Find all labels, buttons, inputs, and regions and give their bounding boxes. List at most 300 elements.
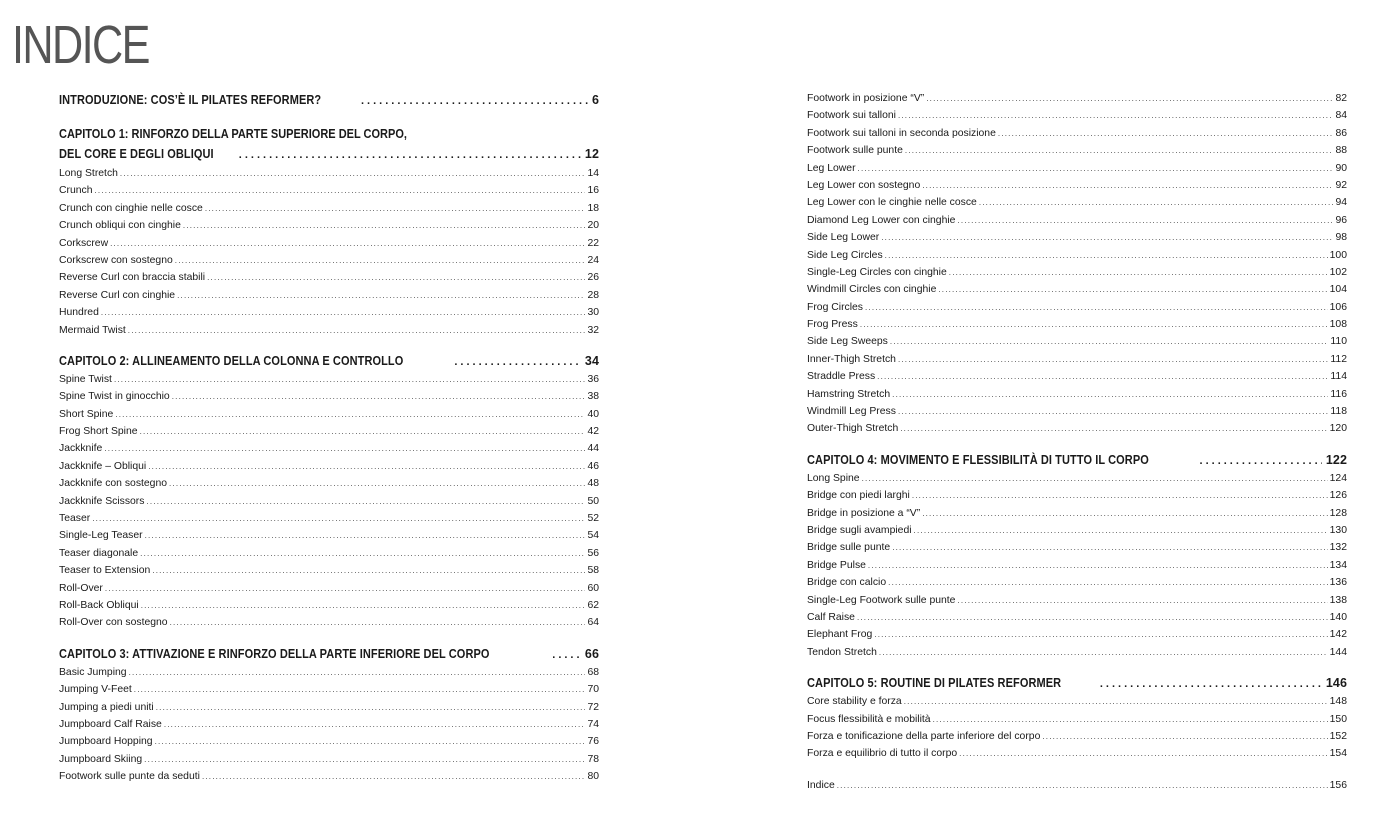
toc-entry[interactable] bbox=[807, 403, 1347, 420]
toc-entry[interactable] bbox=[59, 440, 599, 457]
dot-leader bbox=[904, 693, 1328, 710]
page-number: 94 bbox=[1335, 197, 1347, 209]
dot-leader bbox=[998, 125, 1334, 142]
dot-leader bbox=[837, 777, 1328, 794]
chapter-title: CAPITOLO 2: ALLINEAMENTO DELLA COLONNA E CONTROLLO bbox=[59, 353, 404, 368]
page-number: 90 bbox=[1335, 162, 1347, 174]
entry-title: Jackknife – Obliqui bbox=[59, 460, 147, 472]
entry-title: Roll-Back Obliqui bbox=[59, 599, 139, 611]
toc-entry[interactable] bbox=[807, 557, 1347, 574]
toc-entry[interactable] bbox=[59, 322, 599, 339]
entry-title: Windmill Circles con cinghie bbox=[807, 284, 937, 296]
chapter-title-line2: DEL CORE E DEGLI OBLIQUI bbox=[59, 147, 214, 161]
dot-leader bbox=[888, 574, 1328, 591]
toc-entry[interactable] bbox=[59, 562, 599, 579]
dot-leader bbox=[361, 91, 588, 110]
page-number: 54 bbox=[587, 530, 599, 542]
toc-entry[interactable] bbox=[807, 125, 1347, 142]
dot-leader bbox=[1042, 728, 1327, 745]
dot-leader bbox=[146, 493, 585, 510]
chapter-2-list bbox=[59, 371, 599, 632]
dot-leader bbox=[110, 235, 585, 252]
page-number: 80 bbox=[587, 771, 599, 783]
entry-title: Core stability e forza bbox=[807, 696, 902, 708]
page-number: 36 bbox=[587, 373, 599, 385]
dot-leader bbox=[552, 645, 581, 664]
page-number: 118 bbox=[1330, 406, 1347, 418]
page-number: 116 bbox=[1330, 388, 1347, 400]
page-number: 112 bbox=[1330, 353, 1347, 365]
toc-entry[interactable] bbox=[807, 316, 1347, 333]
entry-title: Footwork sulle punte da seduti bbox=[59, 771, 200, 783]
chapter-4-heading[interactable] bbox=[807, 450, 1347, 470]
toc-entry[interactable] bbox=[807, 505, 1347, 522]
entry-title: Roll-Over con sostegno bbox=[59, 617, 168, 629]
toc-entry[interactable] bbox=[59, 388, 599, 405]
page-number: 86 bbox=[1335, 127, 1347, 139]
toc-entry[interactable] bbox=[807, 420, 1347, 437]
page-number: 110 bbox=[1330, 336, 1347, 348]
page-number: 114 bbox=[1330, 371, 1347, 383]
entry-title: Forza e equilibrio di tutto il corpo bbox=[807, 748, 958, 760]
dot-leader bbox=[140, 423, 586, 440]
toc-entry[interactable] bbox=[807, 194, 1347, 211]
toc-entry[interactable] bbox=[59, 493, 599, 510]
dot-leader bbox=[892, 539, 1327, 556]
page-number: 122 bbox=[1325, 452, 1347, 467]
toc-entry[interactable] bbox=[807, 728, 1347, 745]
page-number: 70 bbox=[587, 684, 599, 696]
page-number: 40 bbox=[587, 408, 599, 420]
page-number: 84 bbox=[1335, 110, 1347, 122]
entry-title: Jumpboard Skiing bbox=[59, 753, 143, 765]
toc-entry[interactable] bbox=[59, 371, 599, 388]
page-number: 140 bbox=[1329, 611, 1347, 623]
page-number: 76 bbox=[587, 736, 599, 748]
entry-title: Straddle Press bbox=[807, 371, 876, 383]
dot-leader bbox=[1200, 451, 1322, 470]
dot-leader bbox=[938, 281, 1327, 298]
chapter-1-heading[interactable] bbox=[59, 124, 599, 164]
entry-title: Jumpboard Calf Raise bbox=[59, 718, 162, 730]
entry-title: Footwork in posizione “V” bbox=[807, 93, 925, 104]
dot-leader bbox=[164, 716, 586, 733]
dot-leader bbox=[177, 287, 585, 304]
chapter-intro[interactable] bbox=[59, 90, 599, 110]
chapter-title: CAPITOLO 3: ATTIVAZIONE E RINFORZO DELLA PARTE INFERIORE DEL CORPO bbox=[59, 646, 490, 661]
page-number: 24 bbox=[587, 254, 599, 266]
chapter-title: CAPITOLO 5: ROUTINE DI PILATES REFORMER bbox=[807, 676, 1062, 691]
dot-leader bbox=[141, 597, 586, 614]
page-number: 104 bbox=[1329, 284, 1347, 296]
dot-leader bbox=[865, 299, 1328, 316]
entry-title: Footwork sui talloni in seconda posizione bbox=[807, 127, 996, 139]
entry-title: Long Spine bbox=[807, 472, 860, 484]
chapter-1-list bbox=[59, 165, 599, 339]
toc-entry[interactable] bbox=[59, 510, 599, 527]
entry-title: Teaser to Extension bbox=[59, 565, 151, 577]
dot-leader bbox=[148, 458, 585, 475]
chapter-title: CAPITOLO 4: MOVIMENTO E FLESSIBILITÀ DI TUTTO IL CORPO bbox=[807, 452, 1149, 467]
page-number: 64 bbox=[587, 617, 599, 629]
entry-title: Crunch con cinghie nelle cosce bbox=[59, 202, 203, 214]
entry-title: Frog Press bbox=[807, 319, 858, 331]
entry-title: Leg Lower con sostegno bbox=[807, 179, 921, 191]
entry-title: Leg Lower bbox=[807, 162, 856, 174]
dot-leader bbox=[957, 212, 1333, 229]
toc-entry[interactable] bbox=[807, 90, 1347, 107]
toc-entry[interactable] bbox=[59, 458, 599, 475]
toc-entry[interactable] bbox=[59, 545, 599, 562]
page-number: 150 bbox=[1329, 713, 1347, 725]
entry-title: Bridge con calcio bbox=[807, 577, 887, 589]
dot-leader bbox=[183, 217, 586, 234]
dot-leader bbox=[202, 768, 586, 785]
toc-entry[interactable] bbox=[807, 539, 1347, 556]
page-number: 82 bbox=[1335, 93, 1347, 104]
page-number: 146 bbox=[1325, 676, 1347, 691]
page-number: 92 bbox=[1335, 179, 1347, 191]
toc-entry[interactable] bbox=[59, 269, 599, 286]
page-number: 96 bbox=[1335, 214, 1347, 226]
toc-entry-index[interactable] bbox=[807, 777, 1347, 794]
entry-title: Calf Raise bbox=[807, 611, 855, 623]
toc-entry[interactable] bbox=[807, 281, 1347, 298]
chapter-3-list bbox=[59, 664, 599, 786]
dot-leader bbox=[922, 505, 1327, 522]
page-number: 108 bbox=[1329, 319, 1347, 331]
entry-title: Bridge in posizione a “V” bbox=[807, 507, 921, 519]
entry-title: Corkscrew bbox=[59, 237, 109, 249]
dot-leader bbox=[877, 368, 1328, 385]
page-number: 100 bbox=[1329, 249, 1347, 261]
dot-leader bbox=[868, 557, 1328, 574]
page-number: 12 bbox=[584, 147, 599, 161]
chapter-title-line1: CAPITOLO 1: RINFORZO DELLA PARTE SUPERIORE DEL CORPO, bbox=[59, 127, 407, 141]
toc-entry[interactable] bbox=[59, 751, 599, 768]
toc-entry[interactable] bbox=[807, 229, 1347, 246]
dot-leader bbox=[115, 406, 585, 423]
dot-leader bbox=[175, 252, 586, 269]
toc-entry[interactable] bbox=[59, 614, 599, 631]
entry-title: Jumpboard Hopping bbox=[59, 736, 153, 748]
toc-entry[interactable] bbox=[807, 693, 1347, 710]
page-number: 120 bbox=[1329, 423, 1347, 435]
page-number: 6 bbox=[591, 93, 599, 107]
page-number: 62 bbox=[587, 599, 599, 611]
toc-entry[interactable] bbox=[59, 287, 599, 304]
page-number: 88 bbox=[1335, 145, 1347, 157]
entry-title: Bridge sugli avampiedi bbox=[807, 524, 912, 536]
page-number: 144 bbox=[1329, 646, 1347, 658]
entry-title: Windmill Leg Press bbox=[807, 406, 896, 418]
toc-entry[interactable] bbox=[59, 664, 599, 681]
entry-title: Outer-Thigh Stretch bbox=[807, 423, 899, 435]
dot-leader bbox=[95, 182, 586, 199]
page-number: 58 bbox=[587, 565, 599, 577]
page-number: 46 bbox=[587, 460, 599, 472]
page-number: 126 bbox=[1329, 490, 1347, 502]
entry-title: Crunch bbox=[59, 185, 93, 197]
dot-leader bbox=[144, 751, 585, 768]
dot-leader bbox=[860, 316, 1328, 333]
dot-leader bbox=[900, 420, 1327, 437]
dot-leader bbox=[922, 177, 1333, 194]
toc-entry[interactable] bbox=[807, 299, 1347, 316]
toc-entry[interactable] bbox=[807, 711, 1347, 728]
toc-entry[interactable] bbox=[59, 681, 599, 698]
toc-entry[interactable] bbox=[807, 745, 1347, 762]
entry-title: Jackknife con sostegno bbox=[59, 478, 168, 490]
entry-title: Hundred bbox=[59, 307, 99, 319]
dot-leader bbox=[101, 304, 586, 321]
dot-leader bbox=[898, 107, 1334, 124]
dot-leader bbox=[454, 352, 581, 371]
toc-entry[interactable] bbox=[59, 182, 599, 199]
dot-leader bbox=[120, 165, 586, 182]
toc-entry[interactable] bbox=[59, 304, 599, 321]
toc-entry[interactable] bbox=[807, 212, 1347, 229]
dot-leader bbox=[933, 711, 1328, 728]
entry-title: Crunch obliqui con cinghie bbox=[59, 220, 181, 232]
entry-title: Forza e tonificazione della parte inferiore del corpo bbox=[807, 730, 1041, 742]
dot-leader bbox=[128, 322, 586, 339]
entry-title: Side Leg Sweeps bbox=[807, 336, 888, 348]
page-number: 98 bbox=[1335, 232, 1347, 244]
entry-title: Frog Short Spine bbox=[59, 426, 138, 438]
page-number: 130 bbox=[1329, 524, 1347, 536]
page-number: 16 bbox=[587, 185, 599, 197]
toc-entry[interactable] bbox=[807, 386, 1347, 403]
dot-leader bbox=[885, 247, 1328, 264]
page-number: 38 bbox=[587, 391, 599, 403]
page-number: 66 bbox=[584, 646, 599, 661]
entry-title: Side Leg Lower bbox=[807, 232, 880, 244]
dot-leader bbox=[879, 644, 1328, 661]
entry-title: Long Stretch bbox=[59, 168, 118, 179]
dot-leader bbox=[892, 386, 1328, 403]
dot-leader bbox=[170, 614, 586, 631]
entry-title: Roll-Over bbox=[59, 582, 103, 594]
entry-title: Footwork sulle punte bbox=[807, 145, 903, 157]
toc-entry[interactable] bbox=[59, 165, 599, 182]
dot-leader bbox=[105, 580, 586, 597]
chapter-4-list bbox=[807, 470, 1347, 661]
toc-entry[interactable] bbox=[59, 733, 599, 750]
entry-title: Bridge Pulse bbox=[807, 559, 866, 571]
dot-leader bbox=[949, 264, 1328, 281]
entry-title: Spine Twist in ginocchio bbox=[59, 391, 170, 403]
toc-entry[interactable] bbox=[59, 768, 599, 785]
toc-entry[interactable] bbox=[807, 644, 1347, 661]
dot-leader bbox=[858, 160, 1334, 177]
toc-entry[interactable] bbox=[807, 351, 1347, 368]
toc-entry[interactable] bbox=[807, 177, 1347, 194]
page-number: 138 bbox=[1329, 594, 1347, 606]
entry-title: Reverse Curl con braccia stabili bbox=[59, 272, 206, 284]
dot-leader bbox=[169, 475, 585, 492]
page-number: 22 bbox=[587, 237, 599, 249]
page-number: 68 bbox=[587, 666, 599, 678]
toc-entry[interactable] bbox=[59, 716, 599, 733]
page-title: INDICE bbox=[12, 15, 149, 75]
toc-entry[interactable] bbox=[807, 264, 1347, 281]
entry-title: Inner-Thigh Stretch bbox=[807, 353, 896, 365]
page-number: 28 bbox=[587, 289, 599, 301]
toc-entry[interactable] bbox=[807, 609, 1347, 626]
page-number: 56 bbox=[587, 547, 599, 559]
dot-leader bbox=[205, 200, 586, 217]
dot-leader bbox=[857, 609, 1328, 626]
dot-leader bbox=[912, 487, 1328, 504]
page-number: 148 bbox=[1329, 696, 1347, 708]
page-number: 102 bbox=[1329, 266, 1347, 278]
entry-title: Frog Circles bbox=[807, 301, 864, 313]
entry-title: Focus flessibilità e mobilità bbox=[807, 713, 931, 725]
page-number: 106 bbox=[1329, 301, 1347, 313]
toc-entry[interactable] bbox=[59, 597, 599, 614]
dot-leader bbox=[134, 681, 586, 698]
toc-entry[interactable] bbox=[807, 574, 1347, 591]
page-number: 124 bbox=[1329, 472, 1347, 484]
dot-leader bbox=[172, 388, 586, 405]
dot-leader bbox=[957, 592, 1327, 609]
entry-title: Basic Jumping bbox=[59, 666, 127, 678]
page-number: 74 bbox=[587, 718, 599, 730]
entry-title: Short Spine bbox=[59, 408, 114, 420]
dot-leader bbox=[239, 145, 581, 164]
toc-entry[interactable] bbox=[59, 423, 599, 440]
toc-entry[interactable] bbox=[807, 592, 1347, 609]
entry-title: Teaser bbox=[59, 513, 91, 525]
toc-entry[interactable] bbox=[807, 247, 1347, 264]
dot-leader bbox=[114, 371, 585, 388]
dot-leader bbox=[129, 664, 586, 681]
page-number: 78 bbox=[587, 753, 599, 765]
entry-title: Hamstring Stretch bbox=[807, 388, 891, 400]
toc-entry[interactable] bbox=[59, 252, 599, 269]
entry-title: Spine Twist bbox=[59, 373, 112, 385]
toc-entry[interactable] bbox=[807, 107, 1347, 124]
dot-leader bbox=[140, 545, 585, 562]
dot-leader bbox=[104, 440, 585, 457]
page-number: 18 bbox=[587, 202, 599, 214]
page-number: 132 bbox=[1329, 542, 1347, 554]
page-number: 42 bbox=[587, 426, 599, 438]
page-number: 32 bbox=[587, 324, 599, 336]
chapter-5-list bbox=[807, 693, 1347, 763]
entry-title: Tendon Stretch bbox=[807, 646, 877, 658]
entry-title: Bridge sulle punte bbox=[807, 542, 891, 554]
entry-title: Single-Leg Footwork sulle punte bbox=[807, 594, 956, 606]
toc-entry[interactable] bbox=[59, 527, 599, 544]
page-number: 52 bbox=[587, 513, 599, 525]
page-number: 20 bbox=[587, 220, 599, 232]
page-number: 44 bbox=[587, 443, 599, 455]
dot-leader bbox=[874, 626, 1327, 643]
toc-entry[interactable] bbox=[59, 580, 599, 597]
page-number: 60 bbox=[587, 582, 599, 594]
chapter-3-continued-list bbox=[807, 90, 1347, 438]
dot-leader bbox=[979, 194, 1334, 211]
toc-entry[interactable] bbox=[807, 470, 1347, 487]
page-number: 30 bbox=[587, 307, 599, 319]
toc-entry[interactable] bbox=[807, 142, 1347, 159]
entry-title: Single-Leg Circles con cinghie bbox=[807, 266, 947, 278]
dot-leader bbox=[926, 90, 1333, 107]
toc-entry[interactable] bbox=[59, 406, 599, 423]
dot-leader bbox=[959, 745, 1327, 762]
entry-title: Diamond Leg Lower con cinghie bbox=[807, 214, 956, 226]
toc-entry[interactable] bbox=[807, 333, 1347, 350]
toc-entry[interactable] bbox=[59, 235, 599, 252]
chapter-3-heading[interactable] bbox=[59, 644, 599, 664]
dot-leader bbox=[881, 229, 1333, 246]
toc-entry[interactable] bbox=[807, 160, 1347, 177]
toc-entry[interactable] bbox=[807, 368, 1347, 385]
dot-leader bbox=[156, 699, 586, 716]
dot-leader bbox=[1100, 674, 1322, 693]
entry-title: Leg Lower con le cinghie nelle cosce bbox=[807, 197, 977, 209]
page-number: 26 bbox=[587, 272, 599, 284]
dot-leader bbox=[152, 562, 585, 579]
entry-title: Jumping V-Feet bbox=[59, 684, 132, 696]
toc-entry[interactable] bbox=[807, 626, 1347, 643]
page-number: 154 bbox=[1329, 748, 1347, 760]
entry-title: Teaser diagonale bbox=[59, 547, 139, 559]
toc-entry[interactable] bbox=[59, 475, 599, 492]
toc-entry[interactable] bbox=[59, 200, 599, 217]
toc-entry[interactable] bbox=[59, 699, 599, 716]
toc-entry[interactable] bbox=[59, 217, 599, 234]
entry-title: Reverse Curl con cinghie bbox=[59, 289, 176, 301]
page-number: 156 bbox=[1329, 779, 1347, 791]
page-number: 50 bbox=[587, 495, 599, 507]
page-number: 134 bbox=[1329, 559, 1347, 571]
entry-title: Jackknife Scissors bbox=[59, 495, 145, 507]
page-number: 142 bbox=[1329, 629, 1347, 641]
page-number: 152 bbox=[1329, 730, 1347, 742]
dot-leader bbox=[207, 269, 585, 286]
toc-entry[interactable] bbox=[807, 487, 1347, 504]
page-number: 34 bbox=[584, 353, 599, 368]
entry-title: Jackknife bbox=[59, 443, 103, 455]
dot-leader bbox=[898, 403, 1328, 420]
page-number: 72 bbox=[587, 701, 599, 713]
entry-title: Jumping a piedi uniti bbox=[59, 701, 154, 713]
chapter-title: INTRODUZIONE: COS’È IL PILATES REFORMER? bbox=[59, 93, 322, 107]
dot-leader bbox=[890, 333, 1329, 350]
entry-title: Elephant Frog bbox=[807, 629, 873, 641]
page-number: 48 bbox=[587, 478, 599, 490]
entry-title: Indice bbox=[807, 779, 835, 791]
entry-title: Footwork sui talloni bbox=[807, 110, 896, 122]
entry-title: Side Leg Circles bbox=[807, 249, 883, 261]
dot-leader bbox=[914, 522, 1328, 539]
dot-leader bbox=[155, 733, 586, 750]
entry-title: Bridge con piedi larghi bbox=[807, 490, 910, 502]
entry-title: Mermaid Twist bbox=[59, 324, 126, 336]
entry-title: Corkscrew con sostegno bbox=[59, 254, 173, 266]
chapter-2-heading[interactable] bbox=[59, 351, 599, 371]
toc-right-column bbox=[807, 90, 1347, 794]
dot-leader bbox=[145, 527, 586, 544]
toc-entry[interactable] bbox=[807, 522, 1347, 539]
chapter-5-heading[interactable] bbox=[807, 673, 1347, 693]
dot-leader bbox=[905, 142, 1334, 159]
page-number: 128 bbox=[1329, 507, 1347, 519]
dot-leader bbox=[862, 470, 1328, 487]
